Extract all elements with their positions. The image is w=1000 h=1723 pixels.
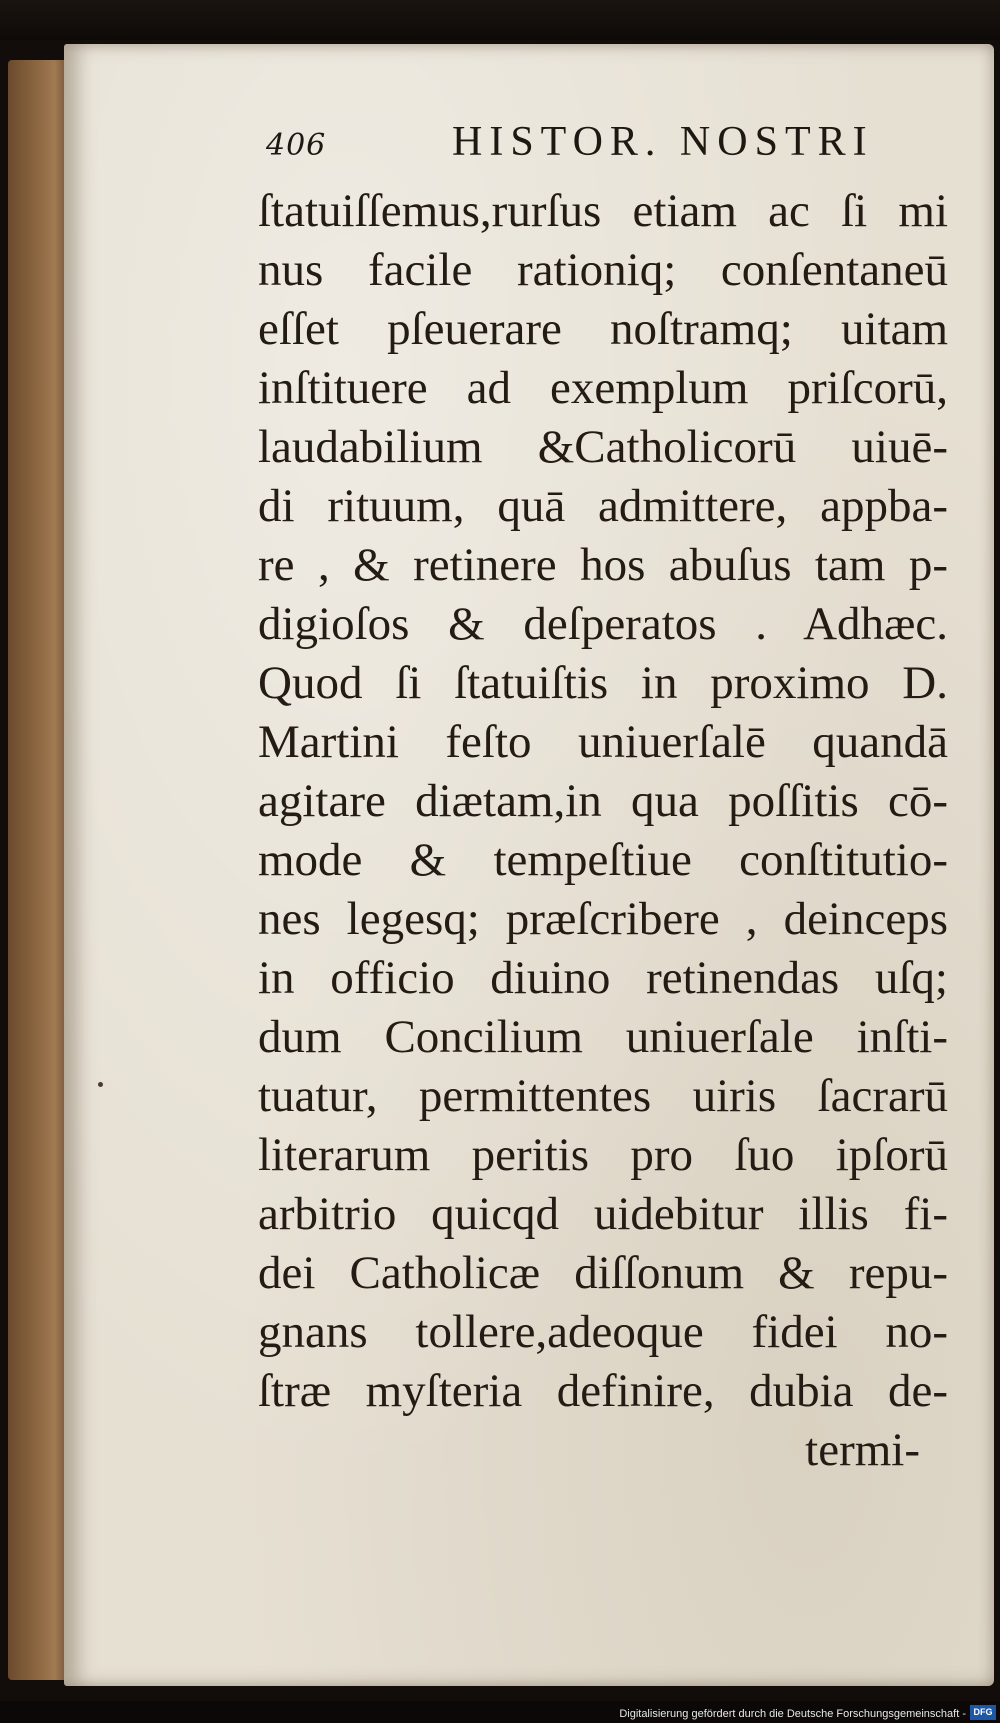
text-line: literarum peritis pro ſuo ipſorū bbox=[258, 1129, 948, 1181]
digitization-footer bbox=[0, 1701, 1000, 1723]
text-line: ſtræ myſteria definire, dubia de- bbox=[258, 1365, 948, 1417]
text-line: di rituum, quā admittere, appba- bbox=[258, 480, 948, 532]
text-line: nes legesq; præſcribere , deinceps bbox=[258, 893, 948, 945]
text-line: tuatur, permittentes uiris ſacrarū bbox=[258, 1070, 948, 1122]
book-binding-edge bbox=[8, 60, 70, 1680]
text-line: gnans tollere,adeoque fidei no- bbox=[258, 1306, 948, 1358]
funding-credit: Digitalisierung gefördert durch die Deutsche Forschungsgemeinschaft - bbox=[619, 1708, 966, 1720]
text-line: in officio diuino retinendas uſq; bbox=[258, 952, 948, 1004]
catchword: termi- bbox=[805, 1424, 920, 1476]
dfg-logo-icon: DFG bbox=[970, 1705, 996, 1720]
text-line: laudabilium &Catholicorū uiuē- bbox=[258, 421, 948, 473]
text-line: mode & tempeſtiue conſtitutio- bbox=[258, 834, 948, 886]
text-line: digioſos & deſperatos . Adhæc. bbox=[258, 598, 948, 650]
text-line: nus facile rationiq; conſentaneū bbox=[258, 244, 948, 296]
page-header bbox=[266, 118, 906, 174]
paper-speck bbox=[98, 1082, 103, 1087]
text-line: re , & retinere hos abuſus tam p- bbox=[258, 539, 948, 591]
running-head: HISTOR. NOSTRI bbox=[452, 119, 874, 165]
text-line: arbitrio quicqd uidebitur illis fi- bbox=[258, 1188, 948, 1240]
text-line: dum Concilium uniuerſale inſti- bbox=[258, 1011, 948, 1063]
text-line: dei Catholicæ diſſonum & repu- bbox=[258, 1247, 948, 1299]
text-line: agitare diætam,in qua poſſitis cō- bbox=[258, 775, 948, 827]
scan-top-edge bbox=[0, 0, 1000, 40]
text-line: Martini feſto uniuerſalē quandā bbox=[258, 716, 948, 768]
text-line: Quod ſi ſtatuiſtis in proximo D. bbox=[258, 657, 948, 709]
body-text bbox=[258, 182, 948, 1480]
text-line: inſtituere ad exemplum priſcorū, bbox=[258, 362, 948, 414]
page-number: 406 bbox=[266, 128, 327, 163]
text-line: ſtatuiſſemus,rurſus etiam ac ſi mi bbox=[258, 185, 948, 237]
text-line: eſſet pſeuerare noſtramq; uitam bbox=[258, 303, 948, 355]
